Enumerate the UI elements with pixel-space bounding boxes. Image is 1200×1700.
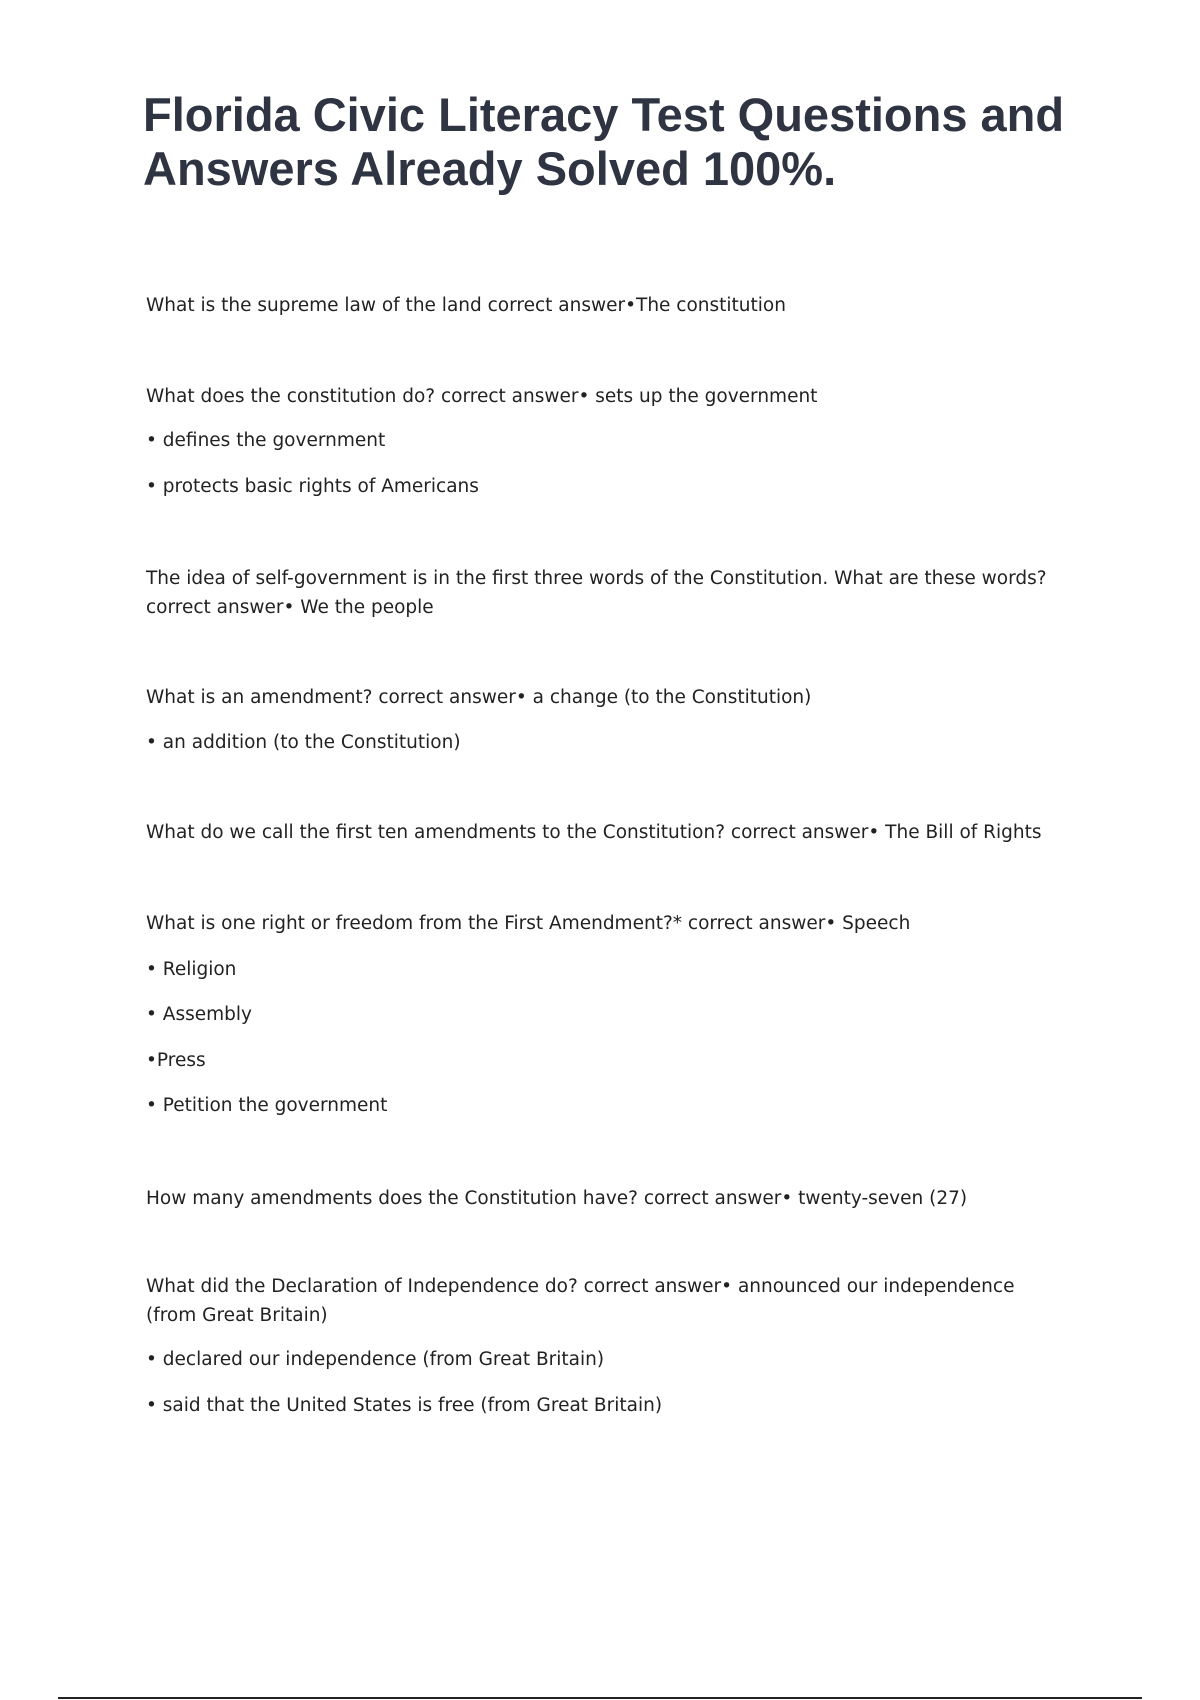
qa-item-7 (146, 1184, 1066, 1213)
qa-item-3 (146, 564, 1066, 622)
qa-item-8 (146, 1272, 1066, 1420)
answer-2-bullet-2: • protects basic rights of Americans (146, 476, 479, 497)
question-2: What does the constitution do? correct answer• sets up the government (146, 386, 818, 407)
qa-item-1 (146, 291, 1066, 320)
question-4: What is an amendment? correct answer• a change (to the Constitution) (146, 687, 812, 708)
question-7: How many amendments does the Constitution have? correct answer• twenty-seven (27) (146, 1188, 968, 1209)
question-8: What did the Declaration of Independence do? correct answer• announced our independence (from Great Britain) (146, 1276, 1015, 1326)
answer-6-bullet-2: • Assembly (146, 1004, 252, 1025)
question-1: What is the supreme law of the land correct answer•The constitution (146, 295, 786, 316)
page-title: Florida Civic Literacy Test Questions and Answers Already Solved 100%. (143, 88, 1065, 195)
question-3: The idea of self-government is in the first three words of the Constitution. What are these words? correct answer• We the people (146, 568, 1047, 618)
qa-item-4 (146, 683, 1066, 757)
qa-item-2 (146, 382, 1066, 501)
answer-6-bullet-1: • Religion (146, 959, 237, 980)
qa-item-5 (146, 818, 1066, 847)
answer-4-bullet-1: • an addition (to the Constitution) (146, 732, 461, 753)
answer-6-bullet-3: •Press (146, 1050, 206, 1071)
answer-6-bullet-4: • Petition the government (146, 1095, 388, 1116)
answer-2-bullet-1: • defines the government (146, 430, 386, 451)
qa-item-6 (146, 909, 1066, 1120)
question-6: What is one right or freedom from the First Amendment?* correct answer• Speech (146, 913, 911, 934)
answer-8-bullet-1: • declared our independence (from Great Britain) (146, 1349, 605, 1370)
footer-rule (58, 1697, 1142, 1699)
answer-8-bullet-2: • said that the United States is free (from Great Britain) (146, 1395, 663, 1416)
question-5: What do we call the first ten amendments to the Constitution? correct answer• The Bill of Rights (146, 822, 1042, 843)
